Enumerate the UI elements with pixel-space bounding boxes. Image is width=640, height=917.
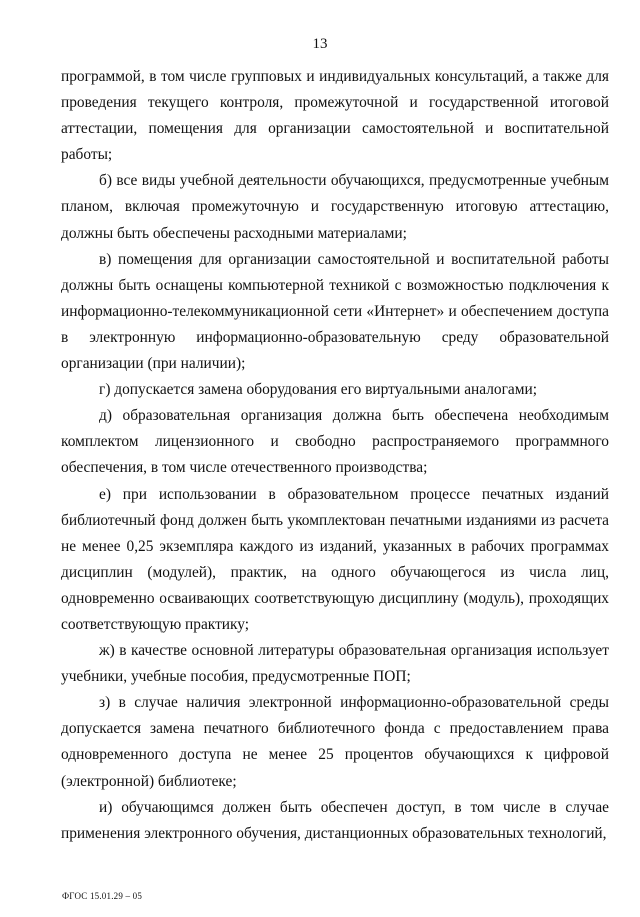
paragraph-item-e: е) при использовании в образовательном процессе печатных изданий библиотечный фонд должен быть укомплектован печатными изданиями из расчета не менее 0,25 экземпляра каждого из изданий, указанных в рабочих программах дисциплин (модулей), практик, на одного обучающегося из числа лиц, одновременно осваивающих соответствующую дисциплину (модуль), проходящих соответствующую практику; bbox=[61, 485, 609, 633]
paragraph-item-b: б) все виды учебной деятельности обучающихся, предусмотренные учебным планом, включая промежуточную и государственную итоговую аттестацию, должны быть обеспечены расходными материалами; bbox=[61, 172, 609, 242]
document-body bbox=[61, 64, 609, 847]
paragraph-item-zh: ж) в качестве основной литературы образовательная организация использует учебники, учебные пособия, предусмотренные ПОП; bbox=[61, 642, 609, 686]
paragraph-item-v: в) помещения для организации самостоятельной и воспитательной работы должны быть оснащены компьютерной техникой с возможностью подключения к информационно-телекоммуникационной сети «Интернет» и обеспечением доступа в электронную информационно-образовательную среду образовательной организации (при наличии); bbox=[61, 250, 609, 373]
paragraph-item-i: и) обучающимся должен быть обеспечен доступ, в том числе в случае применения электронного обучения, дистанционных образовательных технологий, bbox=[61, 798, 609, 842]
paragraph-item-d: д) образовательная организация должна быть обеспечена необходимым комплектом лицензионного и свободно распространяемого программного обеспечения, в том числе отечественного производства; bbox=[61, 407, 609, 477]
paragraph-continuation: программой, в том числе групповых и индивидуальных консультаций, а также для проведения текущего контроля, промежуточной и государственной итоговой аттестации, помещения для организации самостоятельной и воспитательной работы; bbox=[61, 68, 609, 164]
document-code-footer: ФГОС 15.01.29 – 05 bbox=[62, 891, 143, 901]
paragraph-item-g: г) допускается замена оборудования его виртуальными аналогами; bbox=[99, 381, 537, 399]
page-number: 13 bbox=[312, 36, 328, 52]
paragraph-item-z: з) в случае наличия электронной информационно-образовательной среды допускается замена печатного библиотечного фонда с предоставлением права одновременного доступа не менее 25 процентов обучающихся к цифровой (электронной) библиотеке; bbox=[61, 694, 609, 790]
